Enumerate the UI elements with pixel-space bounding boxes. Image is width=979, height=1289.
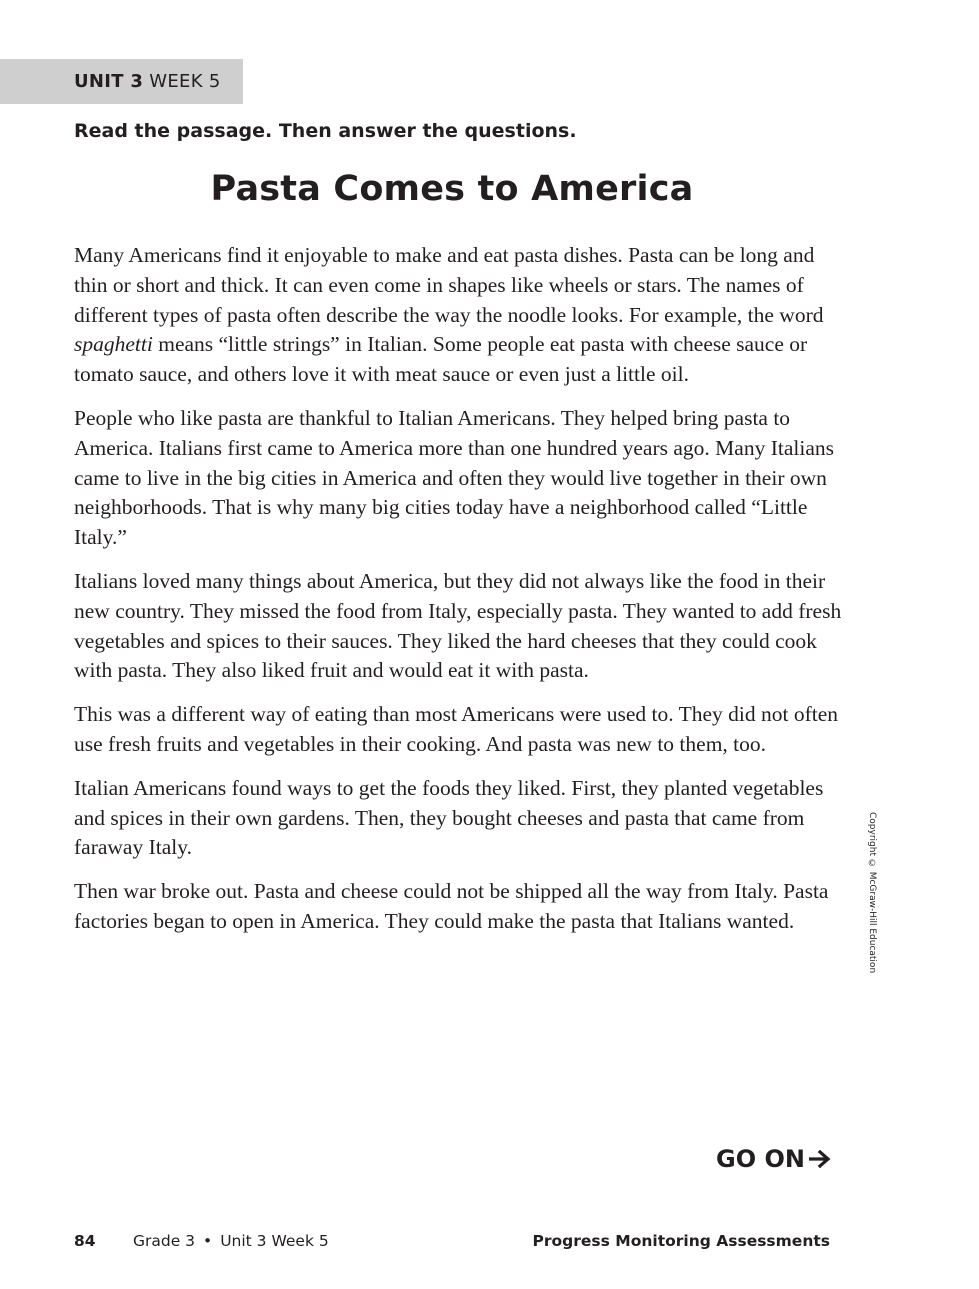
instructions: Read the passage. Then answer the questions. [74,120,577,142]
footer-grade-unit [133,1232,329,1250]
footer-unit-week: Unit 3 Week 5 [220,1232,329,1250]
paragraph-4: This was a different way of eating than most Americans were used to. They did not often use fresh fruits and vegetables in their cooking. And pasta was new to them, too. [74,702,839,756]
paragraph-1 [74,241,844,390]
paragraph-2: People who like pasta are thankful to Italian Americans. They helped bring pasta to America. Italians first came to America more than one hundred years ago. Many Italians came to live in the big cities in America and often they would live together in their own neighborhoods. That is why many big cities today have a neighborhood called “Little Italy.” [74,405,834,550]
page-footer [74,1232,830,1254]
arrow-right-icon [809,1150,831,1168]
go-on-label: GO ON [716,1145,805,1173]
footer-separator: • [203,1232,213,1250]
week-label: WEEK 5 [149,71,221,92]
passage-body [74,241,844,951]
italic-word: spaghetti [74,332,153,357]
paragraph-3: Italians loved many things about America, but they did not always like the food in their new country. They missed the food from Italy, especially pasta. They wanted to add fresh vegetables and spices to their sauces. They liked the hard cheeses that they could cook with pasta. They also liked fruit and would eat it with pasta. [74,568,842,683]
page-number: 84 [74,1232,96,1250]
copyright-notice: Copyright © McGraw-Hill Education [867,812,877,974]
go-on-prompt [716,1145,831,1173]
footer-series-title: Progress Monitoring Assessments [532,1232,830,1250]
paragraph-1-text-end: means “little strings” in Italian. Some people eat pasta with cheese sauce or tomato sauce, and others love it with meat sauce or even just a little oil. [74,332,808,387]
unit-label: UNIT 3 [74,71,144,92]
passage-title: Pasta Comes to America [210,169,694,209]
unit-week-tab [0,59,243,104]
paragraph-6: Then war broke out. Pasta and cheese could not be shipped all the way from Italy. Pasta factories began to open in America. They could make the pasta that Italians wanted. [74,879,829,933]
footer-grade: Grade 3 [133,1232,196,1250]
paragraph-1-text-start: Many Americans find it enjoyable to make and eat pasta dishes. Pasta can be long and thin or short and thick. It can even come in shapes like wheels or stars. The names of different types of pasta often describe the way the noodle looks. For example, the word [74,243,824,327]
paragraph-5: Italian Americans found ways to get the foods they liked. First, they planted vegetables and spices in their own gardens. Then, they bought cheeses and pasta that came from faraway Italy. [74,775,824,860]
